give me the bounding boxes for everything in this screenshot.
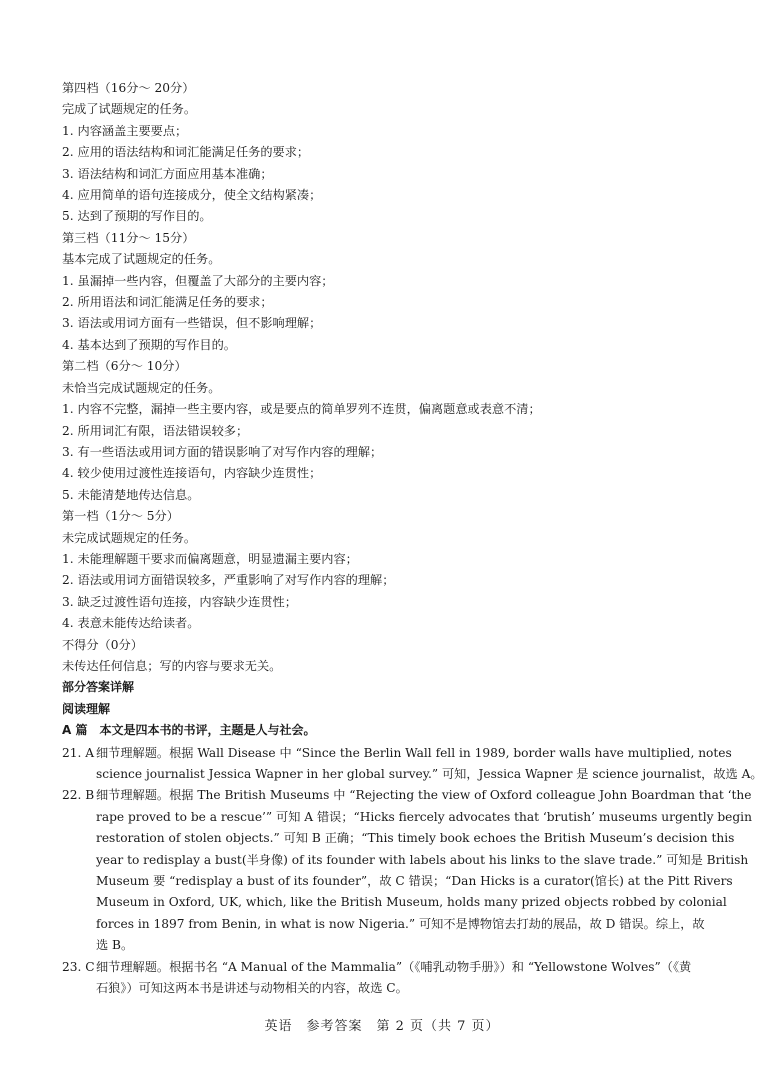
answer-explanation: [96, 743, 763, 786]
answer-number: 21. A: [62, 745, 95, 760]
grade-criterion: 未恰当完成试题规定的任务。: [62, 380, 221, 395]
grade-criterion: 3. 有一些语法或用词方面的错误影响了对写作内容的理解；: [62, 444, 383, 459]
grade-heading: 第三档（11分～ 15分）: [62, 230, 195, 245]
grade-criterion: 5. 达到了预期的写作目的。: [62, 209, 212, 224]
page-content: [62, 78, 763, 999]
grade-criterion: 未完成试题规定的任务。: [62, 530, 197, 545]
answer-number: 22. B: [62, 788, 95, 803]
grade-criterion: 4. 基本达到了预期的写作目的。: [62, 337, 236, 352]
explanation-line: science journalist Jessica Wapner in her global survey.” 可知，Jessica Wapner 是 science journalist，故选 A。: [96, 767, 763, 781]
grade-criterion: 2. 应用的语法结构和词汇能满足任务的要求；: [62, 145, 310, 160]
grade-criterion: 1. 虽漏掉一些内容，但覆盖了大部分的主要内容；: [62, 273, 334, 288]
explanation-line: Museum 要 “redisplay a bust of its founder”，故 C 错误；“Dan Hicks is a curator(馆长) at the Pitt Rivers: [96, 874, 733, 889]
answer-number: 23. C: [62, 959, 95, 974]
grade-criterion: 1. 未能理解题干要求而偏离题意，明显遗漏主要内容；: [62, 551, 358, 566]
grade-heading: 不得分（0分）: [62, 637, 143, 652]
explanation-line: restoration of stolen objects.” 可知 B 正确；“This timely book echoes the British Museum’s decision this: [96, 831, 735, 846]
passage-intro: A 篇 本文是四本书的书评，主题是人与社会。: [62, 723, 316, 738]
grade-criterion: 完成了试题规定的任务。: [62, 102, 197, 117]
explanation-line: 细节理解题。根据 The British Museums 中 “Rejecting the view of Oxford colleague John Boardman that ‘the: [96, 788, 752, 803]
grade-heading: 第一档（1分～ 5分）: [62, 509, 179, 524]
explanation-line: 石狼》）可知这两本书是讲述与动物相关的内容，故选 C。: [96, 981, 408, 996]
grade-criterion: 4. 应用简单的语句连接成分，使全文结构紧凑；: [62, 188, 322, 203]
grade-criterion: 4. 表意未能传达给读者。: [62, 616, 200, 631]
explanation-line: Museum in Oxford, UK, which, like the British Museum, holds many prized objects robbed by colonial: [96, 895, 727, 910]
grade-criterion: 3. 语法或用词方面有一些错误，但不影响理解；: [62, 316, 322, 331]
explanation-line: year to redisplay a bust(半身像) of its founder with labels about his links to the slave trade.” 可知是 British: [96, 852, 749, 867]
grade-criterion: 5. 未能清楚地传达信息。: [62, 487, 200, 502]
answer-explanation: [96, 785, 752, 956]
answer-item: [62, 957, 690, 1000]
subsection-heading: 阅读理解: [62, 701, 111, 716]
grade-criterion: 2. 所用词汇有限，语法错误较多；: [62, 423, 249, 438]
grade-criterion: 1. 内容涵盖主要要点；: [62, 123, 188, 138]
grade-criterion: 2. 语法或用词方面错误较多，严重影响了对写作内容的理解；: [62, 573, 395, 588]
grade-criterion: 3. 语法结构和词汇方面应用基本准确；: [62, 166, 273, 181]
explanation-line: 选 B。: [96, 938, 134, 953]
answer-list: [62, 743, 763, 1000]
explanation-line: 细节理解题。根据书名 “A Manual of the Mammalia”（《哺乳动物手册》）和 “Yellowstone Wolves”（《黄: [96, 959, 692, 974]
grade-heading: 第二档（6分～ 10分）: [62, 359, 187, 374]
grade-criterion: 基本完成了试题规定的任务。: [62, 252, 221, 267]
explanation-line: forces in 1897 from Benin, in what is now Nigeria.” 可知不是博物馆去打劫的展品，故 D 错误。综上，故: [96, 916, 705, 931]
answer-item: [62, 743, 763, 786]
grade-criterion: 未传达任何信息；写的内容与要求无关。: [62, 658, 282, 673]
answer-item: [62, 785, 752, 956]
grade-criterion: 3. 缺乏过渡性语句连接，内容缺少连贯性；: [62, 594, 297, 609]
grade-criterion: 2. 所用语法和词汇能满足任务的要求；: [62, 295, 273, 310]
answer-explanation: [96, 957, 691, 1000]
explanation-line: 细节理解题。根据 Wall Disease 中 “Since the Berlin Wall fell in 1989, border walls have multiplied, notes: [96, 745, 732, 760]
grade-heading: 第四档（16分～ 20分）: [62, 81, 195, 95]
grade-criterion: 1. 内容不完整，漏掉一些主要内容，或是要点的简单罗列不连贯，偏离题意或表意不清；: [62, 402, 541, 417]
page-footer: 英语 参考答案 第 2 页（共 7 页）: [264, 1019, 500, 1034]
explanation-line: rape proved to be a rescue’” 可知 A 错误；“Hicks fiercely advocates that ‘brutish’ museums urgently begin: [96, 809, 752, 824]
section-heading: 部分答案详解: [62, 680, 135, 695]
grade-criterion: 4. 较少使用过渡性连接语句，内容缺少连贯性；: [62, 466, 322, 481]
scoring-criteria: [62, 78, 690, 677]
